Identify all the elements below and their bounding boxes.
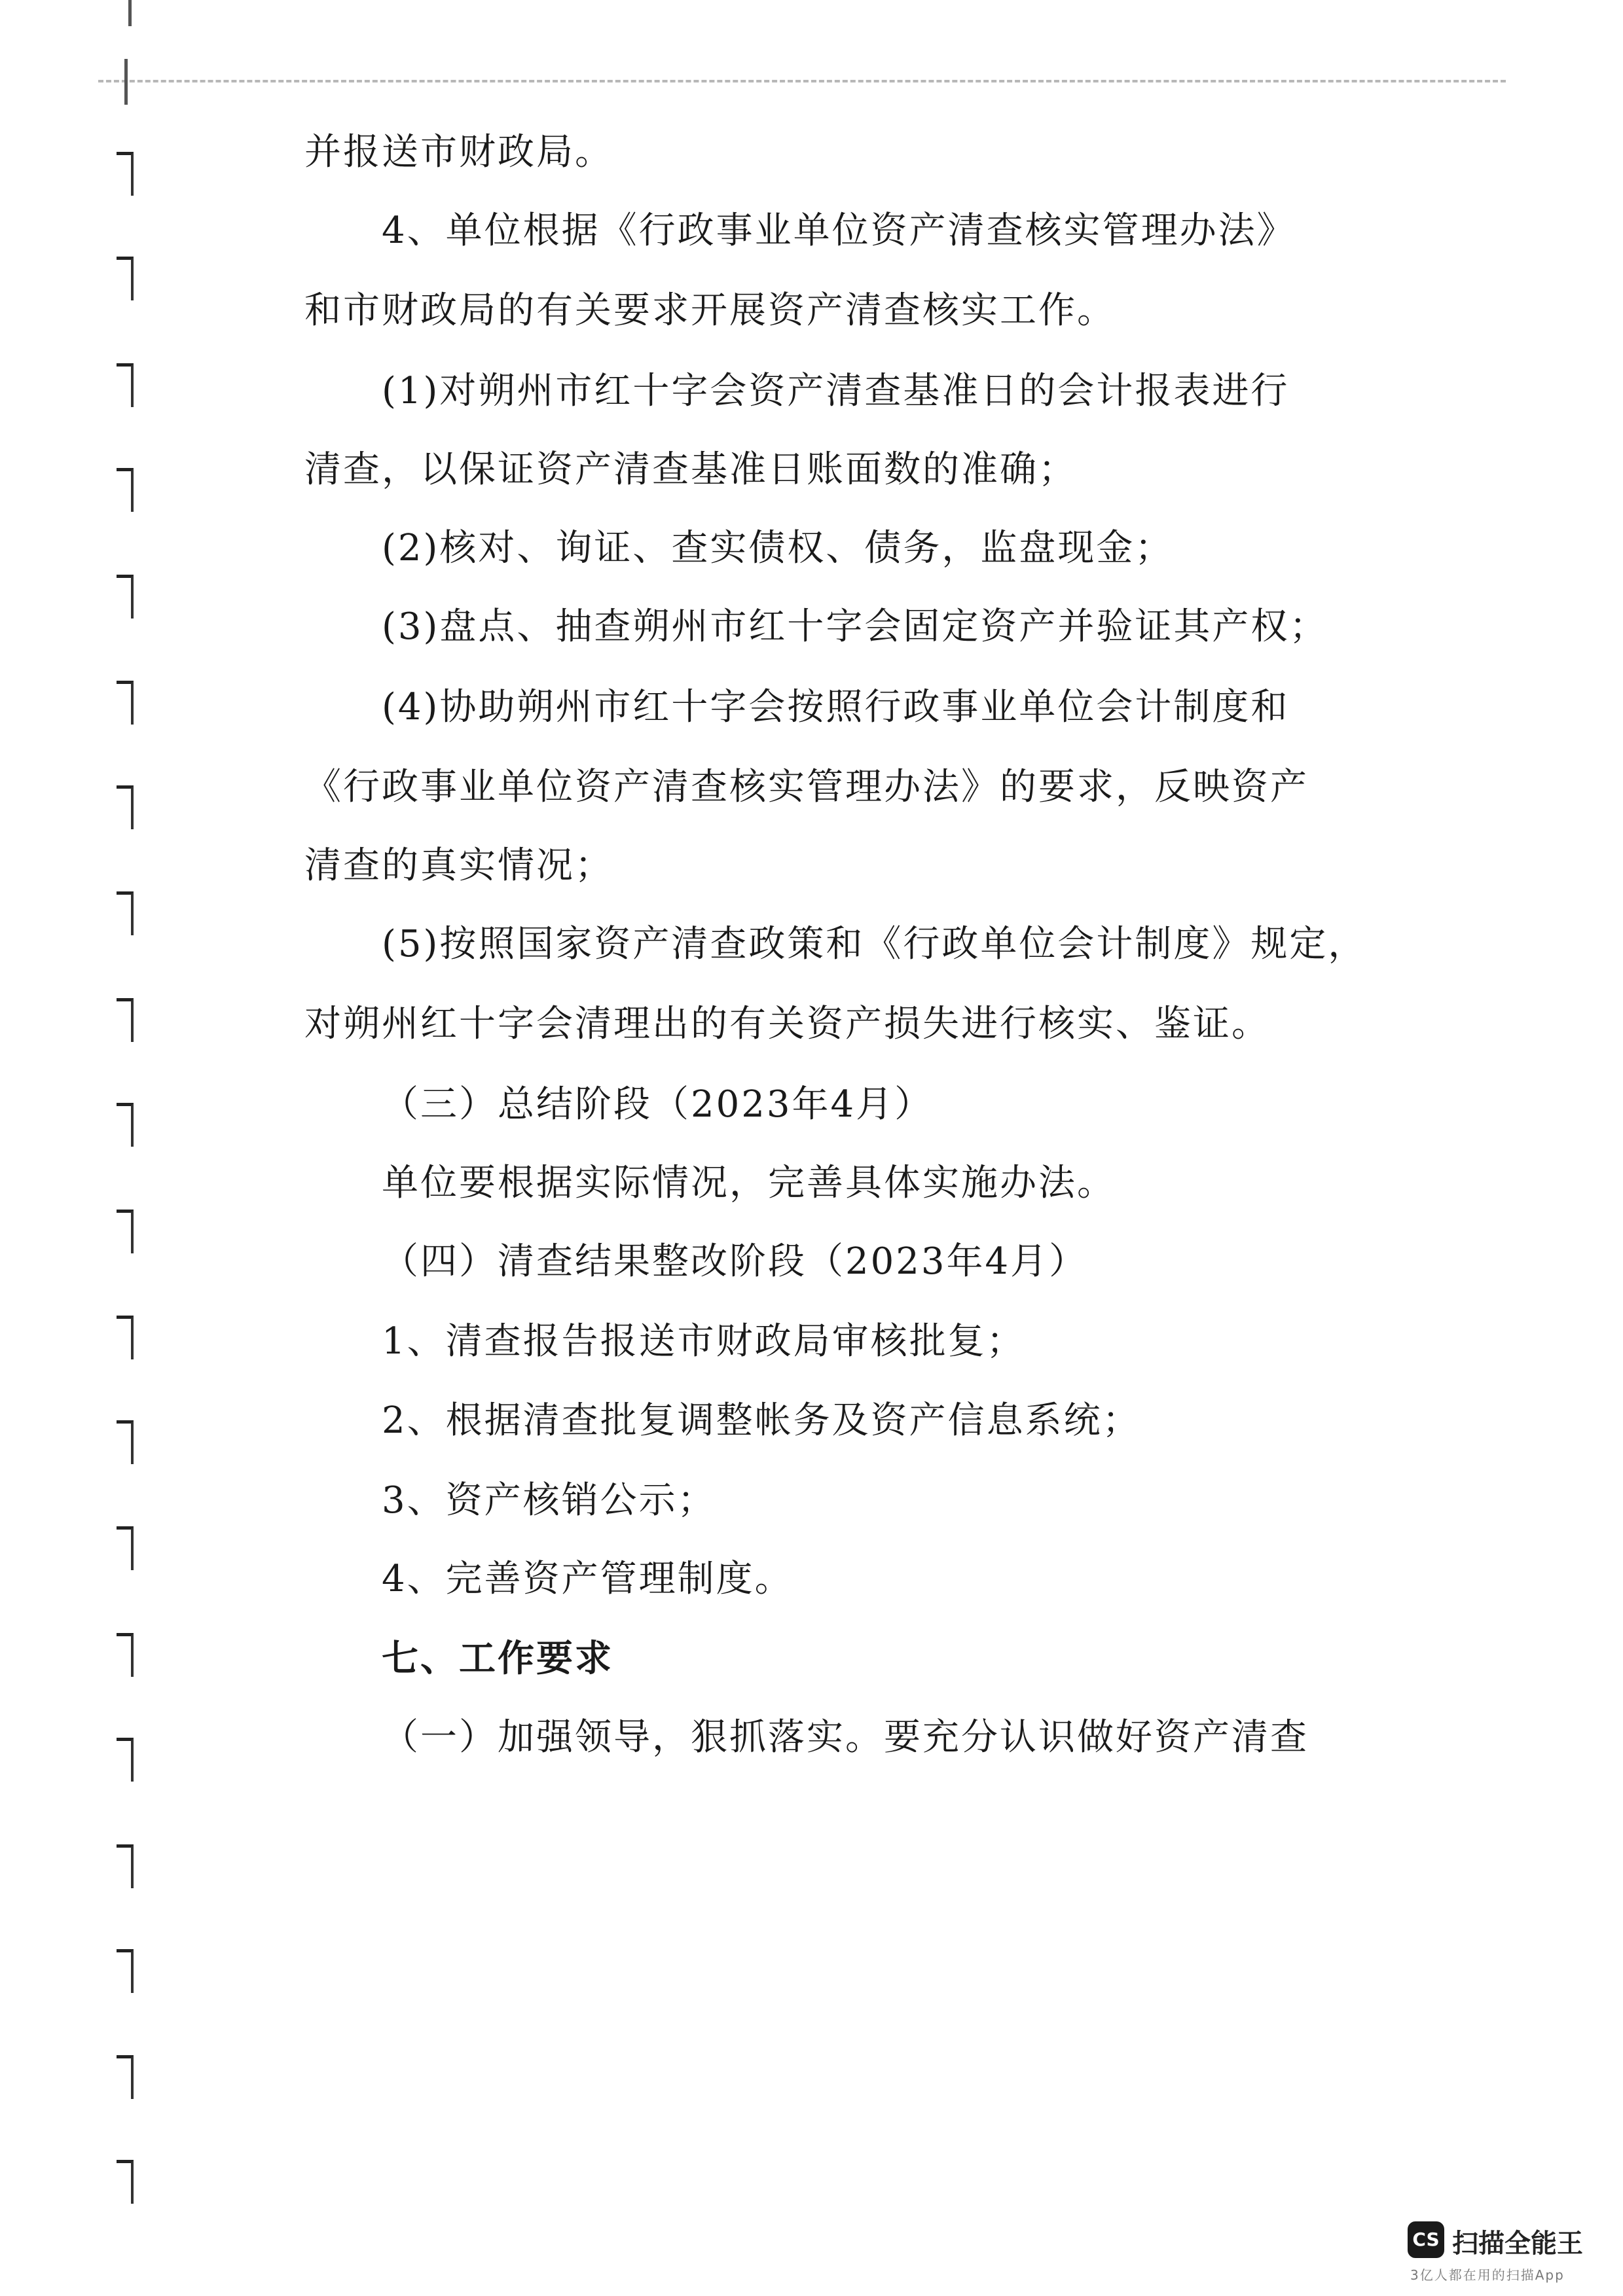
text-line: (1)对朔州市红十字会资产清查基准日的会计报表进行: [382, 370, 1290, 412]
binding-mark: [117, 1420, 134, 1464]
text-line: 4、单位根据《行政事业单位资产清查核实管理办法》: [382, 209, 1296, 252]
binding-mark: [117, 1949, 134, 1993]
binding-mark: [117, 998, 134, 1042]
binding-mark: [117, 152, 134, 196]
binding-mark: [117, 2160, 134, 2204]
watermark-tagline: 3亿人都在用的扫描App: [1410, 2267, 1565, 2283]
text-line: 《行政事业单位资产清查核实管理办法》的要求，反映资产: [304, 766, 1309, 808]
text-line: (2)核对、询证、查实债权、债务，监盘现金；: [382, 527, 1174, 569]
text-line: 并报送市财政局。: [304, 131, 613, 173]
binding-mark: [117, 1210, 134, 1253]
chapter-heading: 七、工作要求: [382, 1638, 613, 1680]
binding-mark: [117, 1633, 134, 1677]
binding-mark: [117, 1844, 134, 1888]
text-line: 单位要根据实际情况，完善具体实施办法。: [382, 1162, 1116, 1204]
binding-mark: [117, 1526, 134, 1570]
binding-hole-marks: [0, 0, 170, 2296]
binding-mark: [117, 1316, 134, 1359]
list-item: 4、完善资产管理制度。: [382, 1558, 793, 1600]
text-line: 对朔州红十字会清理出的有关资产损失进行核实、鉴证。: [304, 1003, 1270, 1045]
text-line: 清查的真实情况；: [304, 844, 613, 887]
list-item: 3、资产核销公示；: [382, 1479, 716, 1522]
binding-mark: [117, 363, 134, 407]
text-line: （一）加强领导，狠抓落实。要充分认识做好资产清查: [382, 1716, 1309, 1759]
text-line: 清查，以保证资产清查基准日账面数的准确；: [304, 448, 1077, 491]
binding-mark: [117, 468, 134, 512]
binding-mark: [117, 785, 134, 829]
list-item: 1、清查报告报送市财政局审核批复；: [382, 1320, 1025, 1363]
binding-mark: [117, 1103, 134, 1147]
list-item: 2、根据清查批复调整帐务及资产信息系统；: [382, 1399, 1141, 1442]
text-line: (3)盘点、抽查朔州市红十字会固定资产并验证其产权；: [382, 605, 1328, 648]
binding-mark: [117, 257, 134, 300]
watermark-app-name: 扫描全能王: [1452, 2229, 1583, 2259]
binding-mark: [117, 2055, 134, 2099]
scan-top-edge-line: [98, 80, 1506, 82]
section-heading: （四）清查结果整改阶段（2023年4月）: [382, 1240, 1088, 1283]
binding-mark: [117, 575, 134, 619]
text-line: (4)协助朔州市红十字会按照行政事业单位会计制度和: [382, 686, 1290, 728]
text-line: 和市财政局的有关要求开展资产清查核实工作。: [304, 289, 1116, 332]
section-heading: （三）总结阶段（2023年4月）: [382, 1083, 934, 1126]
binding-mark: [117, 681, 134, 725]
text-line: (5)按照国家资产清查政策和《行政单位会计制度》规定，: [382, 923, 1367, 965]
binding-mark: [117, 1738, 134, 1782]
scanner-app-watermark: [1401, 2219, 1611, 2291]
binding-mark: [117, 891, 134, 935]
cs-logo-icon: CS: [1408, 2221, 1444, 2258]
